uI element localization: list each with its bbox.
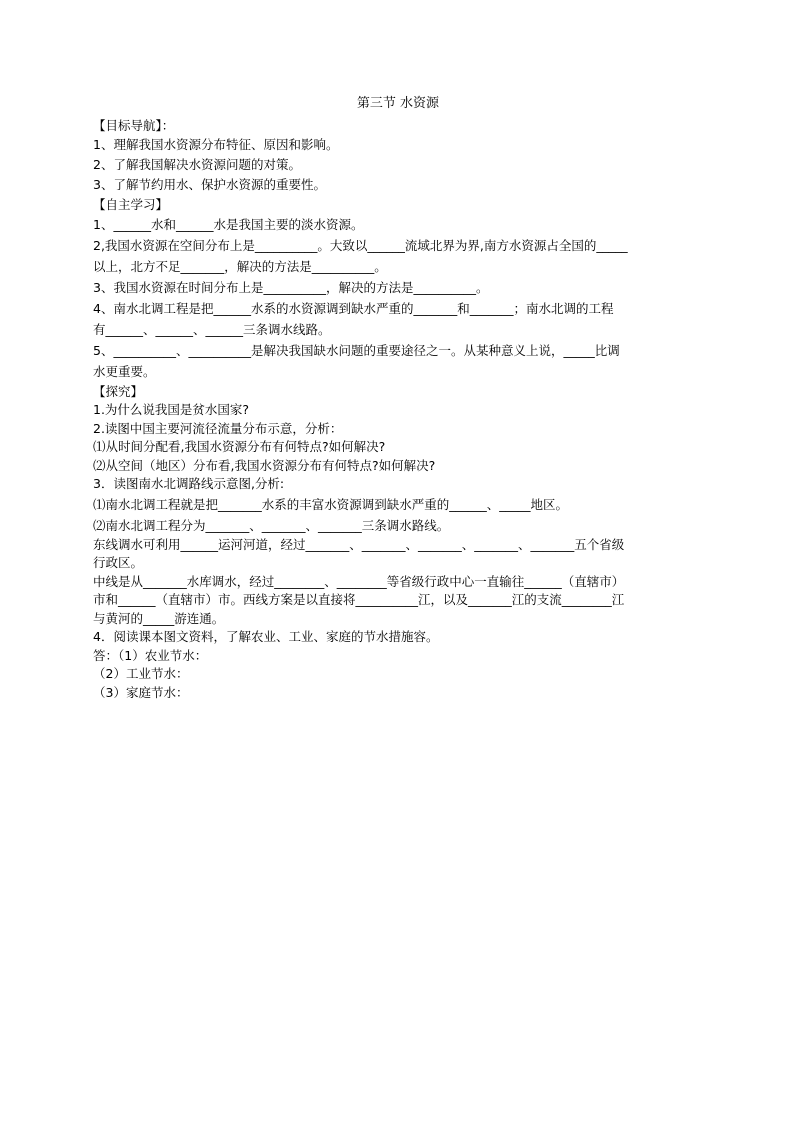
explore-item: ⑵南水北调工程分为_______、_______、_______三条调水路线。 (93, 517, 450, 533)
explore-item: ⑴南水北调工程就是把_______水系的丰富水资源调到缺水严重的______、_____地区。 (93, 496, 569, 512)
explore-item: 2.读图中国主要河流径流量分布示意，分析： (93, 420, 343, 436)
explore-item: 东线调水可利用______运河河道，经过_______、_______、_______、_______、_______五个省级 (93, 536, 625, 552)
self-study-item: 2,我国水资源在空间分布上是__________。大致以______流域北界为界,南方水资源占全国的_____ (93, 238, 628, 253)
worksheet-page (93, 95, 703, 702)
self-study-item: 3、我国水资源在时间分布上是__________，解决的方法是__________。 (93, 280, 489, 295)
explore-item: 与黄河的_____游连通。 (93, 610, 225, 626)
self-study-header: 【自主学习】 (93, 197, 169, 212)
explore-item: ⑴从时间分配看,我国水资源分布有何特点?如何解决? (93, 439, 386, 454)
explore-item: 1.为什么说我国是贫水国家? (93, 402, 250, 417)
self-study-item: 1、______水和______水是我国主要的淡水资源。 (93, 217, 364, 232)
self-study-item: 5、__________、__________是解决我国缺水问题的重要途径之一。从某种意义上说，_____比调 (93, 343, 620, 358)
self-study-item: 4、南水北调工程是把______水系的水资源调到缺水严重的_______和_______；南水北调的工程 (93, 301, 614, 316)
answer-household: （3）家庭节水： (93, 684, 189, 700)
explore-item: 市和______（直辖市）市。西线方案是以直接将__________江，以及_______江的支流________江 (93, 592, 625, 607)
answer-agriculture: 答：（1）农业节水： (93, 647, 208, 663)
self-study-item: 有______、______、______三条调水线路。 (93, 322, 331, 337)
explore-item: ⑵从空间（地区）分布看,我国水资源分布有何特点?如何解决? (93, 457, 436, 473)
self-study-item: 水更重要。 (93, 364, 156, 379)
page-title: 第三节 水资源 (356, 96, 440, 111)
goal-item: 2、了解我国解决水资源问题的对策。 (93, 157, 301, 172)
goal-item: 3、了解节约用水、保护水资源的重要性。 (93, 177, 326, 192)
answer-industry: （2）工业节水： (93, 666, 189, 681)
explore-item: 中线是从_______水库调水，经过________、________等省级行政中心一直输往______（直辖市） (93, 573, 625, 589)
explore-item: 3．读图南水北调路线示意图,分析: (93, 476, 285, 491)
explore-item: 行政区。 (93, 555, 144, 570)
goals-header: 【目标导航】： (93, 118, 175, 133)
explore-header: 【探究】 (93, 384, 144, 399)
explore-item: 4．阅读课本图文资料，了解农业、工业、家庭的节水措施容。 (93, 629, 439, 644)
goal-item: 1、理解我国水资源分布特征、原因和影响。 (93, 137, 339, 152)
self-study-item: 以上，北方不足_______，解决的方法是__________。 (93, 259, 387, 274)
